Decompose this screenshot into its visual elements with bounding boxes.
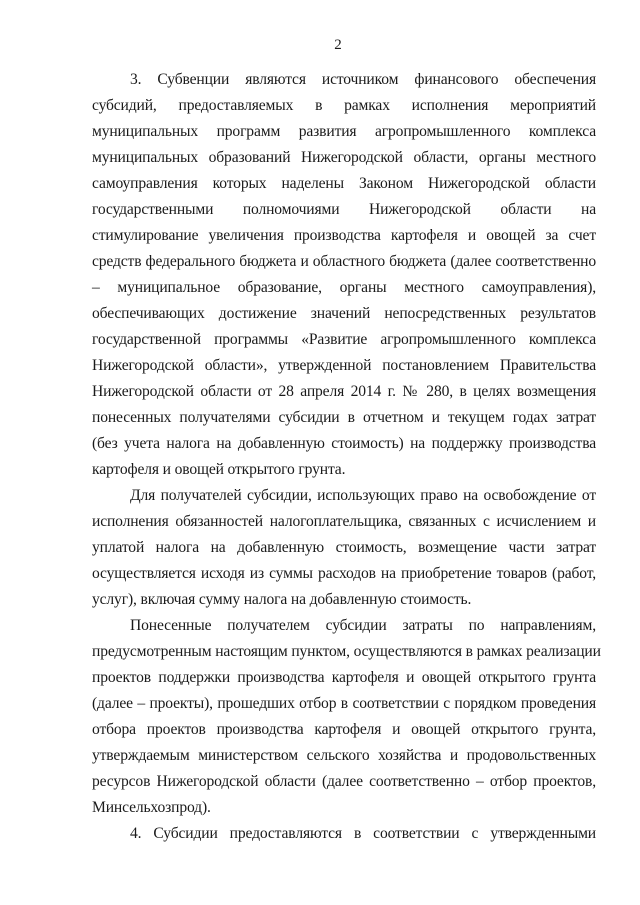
text-line: (далее – проекты), прошедших отбор в соответствии с порядком проведения <box>92 695 596 712</box>
text-line: картофеля и овощей открытого грунта. <box>92 461 346 478</box>
text-line: понесенных получателями субсидии в отчетном и текущем годах затрат <box>92 409 596 426</box>
text-line: 3. Субвенции являются источником финансового обеспечения <box>130 71 596 88</box>
document-body <box>92 67 601 847</box>
text-line: государственной программы «Развитие агропромышленного комплекса <box>92 331 596 348</box>
paragraph-incurred-costs <box>92 613 601 821</box>
text-line: предусмотренным настоящим пунктом, осуществляются в рамках реализации <box>92 643 601 660</box>
text-line: государственными полномочиями Нижегородской области на <box>92 201 596 218</box>
paragraph-4-subsidies <box>92 821 596 847</box>
text-line: уплатой налога на добавленную стоимость, возмещение части затрат <box>92 539 596 556</box>
text-line: 4. Субсидии предоставляются в соответствии с утвержденными <box>130 825 596 842</box>
text-line: проектов поддержки производства картофеля и овощей открытого грунта <box>92 669 596 686</box>
text-line: средств федерального бюджета и областного бюджета (далее соответственно <box>92 253 596 270</box>
text-line: услуг), включая сумму налога на добавленную стоимость. <box>92 591 472 608</box>
text-line: отбора проектов производства картофеля и овощей открытого грунта, <box>92 721 596 738</box>
paragraph-3-subventions <box>92 67 596 483</box>
text-line: субсидий, предоставляемых в рамках исполнения мероприятий <box>92 97 596 114</box>
text-line: Нижегородской области от 28 апреля 2014 г. № 280, в целях возмещения <box>92 383 596 400</box>
text-line: исполнения обязанностей налогоплательщика, связанных с исчислением и <box>92 513 596 530</box>
page-number: 2 <box>334 37 342 53</box>
text-line: (без учета налога на добавленную стоимость) на поддержку производства <box>92 435 596 452</box>
text-line: ресурсов Нижегородской области (далее соответственно – отбор проектов, <box>92 773 596 790</box>
text-line: – муниципальное образование, органы местного самоуправления), <box>92 279 596 296</box>
text-line: самоуправления которых наделены Законом Нижегородской области <box>92 175 596 192</box>
text-line: муниципальных программ развития агропромышленного комплекса <box>92 123 596 140</box>
text-line: осуществляется исходя из суммы расходов на приобретение товаров (работ, <box>92 565 596 582</box>
text-line: Минсельхозпрод). <box>92 799 211 816</box>
text-line: утверждаемым министерством сельского хозяйства и продовольственных <box>92 747 596 764</box>
text-line: обеспечивающих достижение значений непосредственных результатов <box>92 305 596 322</box>
text-line: Понесенные получателем субсидии затраты по направлениям, <box>130 617 596 634</box>
text-line: Нижегородской области», утвержденной постановлением Правительства <box>92 357 596 374</box>
text-line: муниципальных образований Нижегородской области, органы местного <box>92 149 596 166</box>
text-line: Для получателей субсидии, использующих право на освобождение от <box>130 487 596 504</box>
text-line: стимулирование увеличения производства картофеля и овощей за счет <box>92 227 596 244</box>
paragraph-vat-exempt-recipients <box>92 483 596 613</box>
